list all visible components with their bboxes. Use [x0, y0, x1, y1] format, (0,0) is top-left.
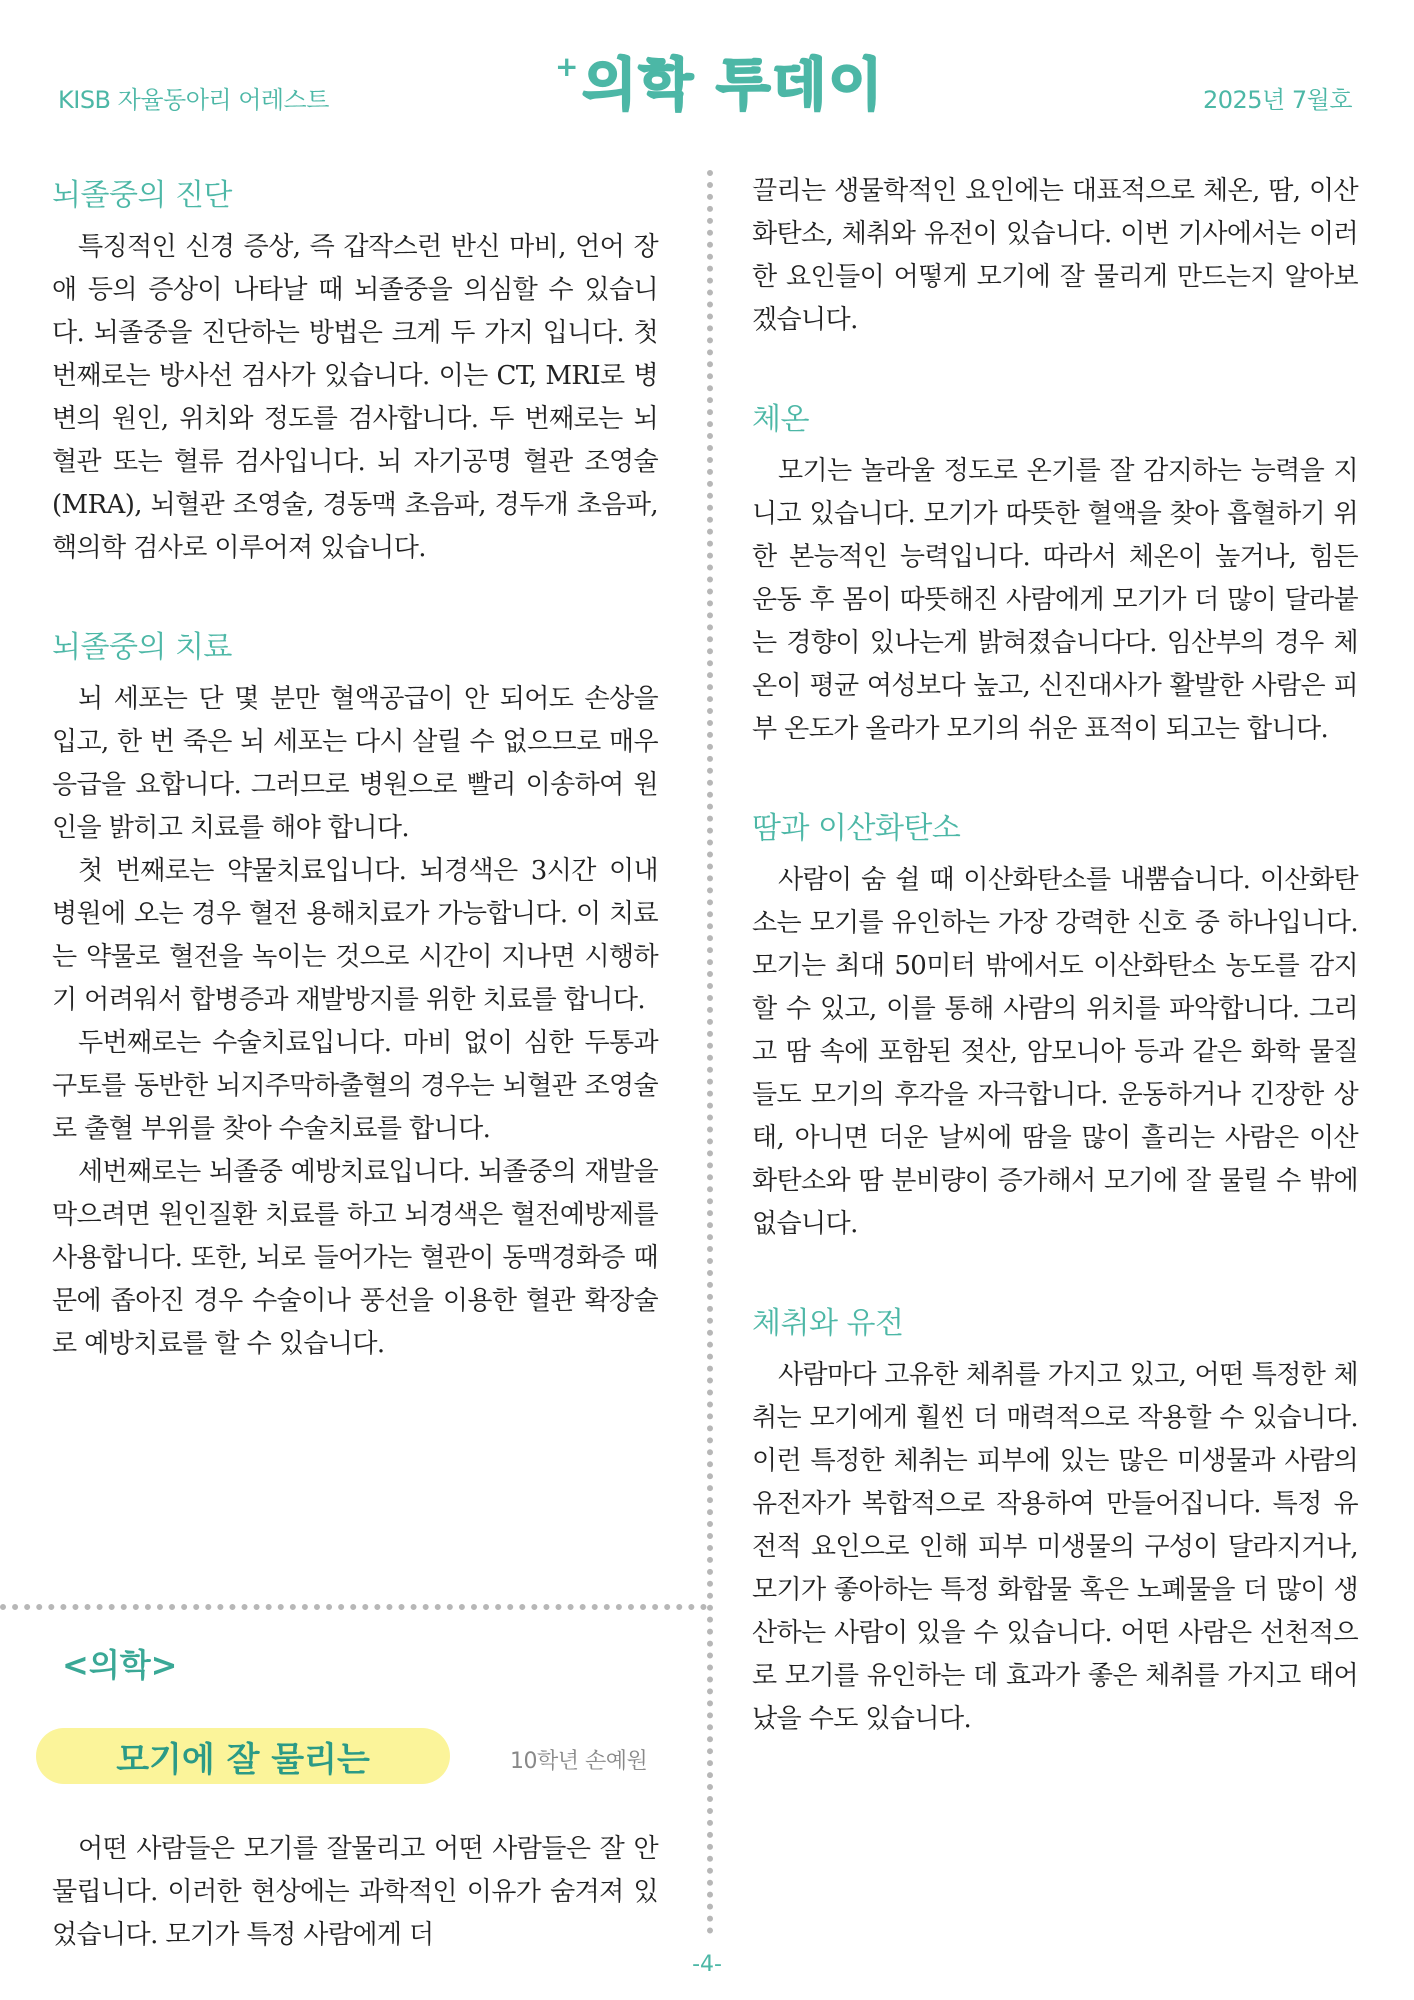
- logo-text: 의학 투데이: [582, 53, 885, 118]
- article-title: 모기에 잘 물리는: [116, 1739, 370, 1780]
- plus-icon: +: [555, 50, 579, 83]
- page-number: -4-: [692, 1952, 722, 1977]
- section-title-diagnosis: 뇌졸중의 진단: [52, 178, 232, 213]
- left-column: [52, 170, 658, 1366]
- treatment-paragraph-1: 뇌 세포는 단 몇 분만 혈액공급이 안 되어도 손상을 입고, 한 번 죽은 뇌 세포는 다시 살릴 수 없으므로 매우 응급을 요합니다. 그러므로 병원으로 빨리 이송하여 원인을 밝히고 치료를 해야 합니다.: [52, 684, 658, 843]
- treatment-paragraph-2: 첫 번째로는 약물치료입니다. 뇌경색은 3시간 이내 병원에 오는 경우 혈전 용해치료가 가능합니다. 이 치료는 약물로 혈전을 녹이는 것으로 시간이 지나면 시행하기 어려워서 합병증과 재발방지를 위한 치료를 합니다.: [52, 856, 658, 1015]
- article-category: <의학>: [62, 1646, 178, 1684]
- article-continued-paragraph: 끌리는 생물학적인 요인에는 대표적으로 체온, 땀, 이산화탄소, 체취와 유전이 있습니다. 이번 기사에서는 이러한 요인들이 어떻게 모기에 잘 물리게 만드는지 알아보겠습니다.: [752, 176, 1358, 335]
- header-club-name: KISB 자율동아리 어레스트: [58, 86, 329, 114]
- header-issue-date: 2025년 7월호: [1202, 86, 1352, 114]
- diagnosis-paragraph: 특징적인 신경 증상, 즉 갑작스런 반신 마비, 언어 장애 등의 증상이 나타날 때 뇌졸중을 의심할 수 있습니다. 뇌졸중을 진단하는 방법은 크게 두 가지 입니다. 첫 번째로는 방사선 검사가 있습니다. 이는 CT, MRI로 병변의 원인, 위치와 정도를 검사합니다. 두 번째로는 뇌혈관 또는 혈류 검사입니다. 뇌 자기공명 혈관 조영술(MRA), 뇌혈관 조영술, 경동맥 초음파, 경두개 초음파, 핵의학 검사로 이루어져 있습니다.: [52, 232, 658, 563]
- magazine-logo: [555, 50, 885, 128]
- article-divider: [0, 1604, 707, 1610]
- article-intro: [52, 1828, 658, 1957]
- article-intro-paragraph: 어떤 사람들은 모기를 잘물리고 어떤 사람들은 잘 안 물립니다. 이러한 현상에는 과학적인 이유가 숨겨져 있었습니다. 모기가 특정 사람에게 더: [52, 1834, 658, 1950]
- section-title-odor-genetics: 체취와 유전: [752, 1306, 904, 1341]
- treatment-paragraph-4: 세번째로는 뇌졸중 예방치료입니다. 뇌졸중의 재발을 막으려면 원인질환 치료를 하고 뇌경색은 혈전예방제를 사용합니다. 또한, 뇌로 들어가는 혈관이 동맥경화증 때문에 좁아진 경우 수술이나 풍선을 이용한 혈관 확장술로 예방치료를 할 수 있습니다.: [52, 1157, 658, 1359]
- section-title-body-temperature: 체온: [752, 402, 809, 437]
- body-temperature-paragraph: 모기는 놀라울 정도로 온기를 잘 감지하는 능력을 지니고 있습니다. 모기가 따뜻한 혈액을 찾아 흡혈하기 위한 본능적인 능력입니다. 따라서 체온이 높거나, 힘든 운동 후 몸이 따뜻해진 사람에게 모기가 더 많이 달라붙는 경향이 있나는게 밝혀졌습니다다. 임산부의 경우 체온이 평균 여성보다 높고, 신진대사가 활발한 사람은 피부 온도가 올라가 모기의 쉬운 표적이 되고는 합니다.: [752, 456, 1358, 744]
- right-column: [752, 170, 1358, 1741]
- treatment-paragraph-3: 두번째로는 수술치료입니다. 마비 없이 심한 두통과 구토를 동반한 뇌지주막하출혈의 경우는 뇌혈관 조영술로 출혈 부위를 찾아 수술치료를 합니다.: [52, 1028, 658, 1144]
- section-title-sweat-co2: 땀과 이산화탄소: [752, 811, 961, 846]
- sweat-co2-paragraph: 사람이 숨 쉴 때 이산화탄소를 내뿜습니다. 이산화탄소는 모기를 유인하는 가장 강력한 신호 중 하나입니다. 모기는 최대 50미터 밖에서도 이산화탄소 농도를 감지할 수 있고, 이를 통해 사람의 위치를 파악합니다. 그리고 땀 속에 포함된 젖산, 암모니아 등과 같은 화학 물질들도 모기의 후각을 자극합니다. 운동하거나 긴장한 상태, 아니면 더운 날씨에 땀을 많이 흘리는 사람은 이산화탄소와 땀 분비량이 증가해서 모기에 잘 물릴 수 밖에 없습니다.: [752, 865, 1358, 1239]
- article-byline: 10학년 손예원: [510, 1749, 648, 1774]
- column-divider: [707, 170, 713, 1935]
- odor-genetics-paragraph: 사람마다 고유한 체취를 가지고 있고, 어떤 특정한 체취는 모기에게 훨씬 더 매력적으로 작용할 수 있습니다. 이런 특정한 체취는 피부에 있는 많은 미생물과 사람의 유전자가 복합적으로 작용하여 만들어집니다. 특정 유전적 요인으로 인해 피부 미생물의 구성이 달라지거나, 모기가 좋아하는 특정 화합물 혹은 노폐물을 더 많이 생산하는 사람이 있을 수 있습니다. 어떤 사람은 선천적으로 모기를 유인하는 데 효과가 좋은 체취를 가지고 태어났을 수도 있습니다.: [752, 1360, 1358, 1734]
- section-title-treatment: 뇌졸중의 치료: [52, 630, 232, 665]
- article-title-pill: [36, 1728, 450, 1784]
